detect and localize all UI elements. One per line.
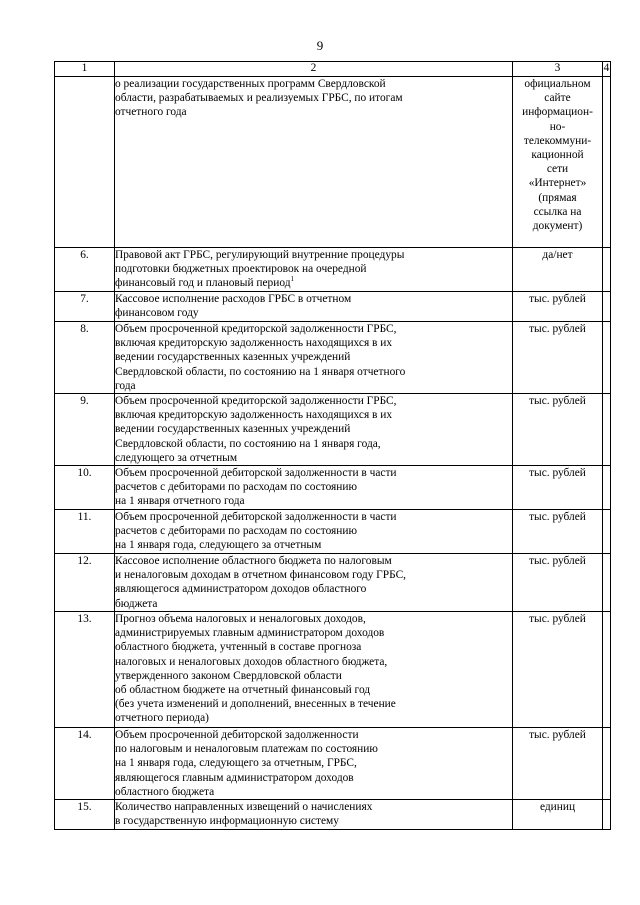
unit-line: тыс. рублей [529, 555, 586, 568]
description-line [115, 582, 512, 596]
row-description [115, 612, 513, 728]
description-text: и неналоговым доходам в отчетном финансовом году ГРБС, [115, 569, 407, 582]
description-text: подготовки бюджетных проектировок на очередной [115, 263, 367, 276]
table-row [55, 510, 611, 554]
description-text: на 1 января отчетного года [115, 495, 245, 508]
description-text: финансовый год и плановый период [115, 277, 291, 290]
unit-line: тыс. рублей [529, 293, 586, 305]
description-text: Объем просроченной кредиторской задолженности ГРБС, [115, 323, 397, 335]
description-line [115, 451, 512, 465]
description-text: Количество направленных извещений о начислениях [115, 801, 373, 814]
description-text: Кассовое исполнение расходов ГРБС в отчетном [115, 293, 352, 305]
unit-line: тыс. рублей [529, 511, 586, 524]
description-text: областного бюджета, учтенный в составе прогноза [115, 641, 362, 654]
description-text: бюджета [115, 597, 158, 610]
description-line [115, 655, 512, 669]
row-value [603, 292, 611, 322]
row-value [603, 322, 611, 394]
row-number: 7. [55, 292, 115, 322]
row-description [115, 466, 513, 510]
row-number: 8. [55, 322, 115, 394]
description-text: отчетного года [115, 106, 187, 119]
unit-line: но- [549, 120, 566, 133]
table-row [55, 248, 611, 292]
row-description [115, 394, 513, 466]
description-line [115, 728, 512, 742]
table-row [55, 292, 611, 322]
description-text: ведении государственных казенных учреждений [115, 351, 351, 364]
table-row [55, 394, 611, 466]
description-line [115, 742, 512, 756]
description-text: расчетов с дебиторами по расходам по состоянию [115, 525, 357, 538]
table-row [55, 554, 611, 612]
row-unit [513, 77, 603, 248]
description-line [115, 524, 512, 538]
description-line [115, 322, 512, 336]
row-description [115, 510, 513, 554]
column-header-value: 4 [603, 62, 611, 77]
row-unit [513, 394, 603, 466]
column-header-number: 1 [55, 62, 115, 77]
row-unit [513, 466, 603, 510]
description-line [115, 568, 512, 582]
description-text: являющегося главным администратором доходов [115, 771, 354, 784]
description-text: области, разрабатываемых и реализуемых ГРБС, по итогам [115, 92, 403, 105]
description-text: утвержденного законом Свердловской области [115, 669, 342, 682]
description-text: ведении государственных казенных учреждений [115, 423, 351, 436]
table-row [55, 77, 611, 248]
description-line [115, 437, 512, 451]
row-number: 14. [55, 728, 115, 800]
unit-line: ссылка на [533, 205, 582, 218]
unit-line: тыс. рублей [529, 395, 586, 408]
description-line [115, 91, 512, 105]
description-line [115, 480, 512, 494]
indicators-table [54, 61, 611, 830]
description-line [115, 408, 512, 422]
row-unit [513, 800, 603, 830]
description-line [115, 800, 512, 814]
description-line [115, 626, 512, 640]
row-unit [513, 292, 603, 322]
description-line [115, 669, 512, 683]
description-line [115, 711, 512, 725]
description-line [115, 785, 512, 799]
description-text: в государственную информационную систему [115, 815, 339, 828]
unit-line: информацион- [522, 106, 593, 119]
description-text: отчетного периода) [115, 712, 209, 725]
unit-line: сайте [544, 92, 571, 105]
description-text: года [115, 379, 136, 392]
row-value [603, 800, 611, 830]
row-unit [513, 322, 603, 394]
description-line [115, 306, 512, 320]
description-line [115, 554, 512, 568]
description-line [115, 276, 512, 290]
description-text: Кассовое исполнение областного бюджета по налоговым [115, 555, 392, 568]
row-unit [513, 510, 603, 554]
description-text: на 1 января года, следующего за отчетным, ГРБС, [115, 757, 357, 770]
row-value [603, 77, 611, 248]
description-line [115, 77, 512, 91]
row-number: 12. [55, 554, 115, 612]
row-description [115, 554, 513, 612]
table-body [55, 77, 611, 830]
description-line [115, 640, 512, 654]
description-line [115, 683, 512, 697]
row-value [603, 728, 611, 800]
row-number: 9. [55, 394, 115, 466]
description-line [115, 538, 512, 552]
unit-line: тыс. рублей [529, 613, 586, 626]
description-line [115, 350, 512, 364]
description-text: включая кредиторскую задолженность находящихся в их [115, 409, 393, 422]
description-line [115, 105, 512, 119]
description-line [115, 697, 512, 711]
description-text: областного бюджета [115, 785, 215, 798]
description-text: Объем просроченной дебиторской задолженности [115, 729, 359, 742]
description-text: на 1 января года, следующего за отчетным [115, 539, 322, 552]
row-number: 6. [55, 248, 115, 292]
description-line [115, 394, 512, 408]
description-text: Свердловской области, по состоянию на 1 января года, [115, 437, 381, 450]
description-text: расчетов с дебиторами по расходам по состоянию [115, 481, 357, 494]
description-text: администрируемых главным администратором доходов [115, 627, 385, 640]
unit-line: телекоммуни- [523, 134, 592, 147]
row-number [55, 77, 115, 248]
description-line [115, 379, 512, 393]
table-row [55, 612, 611, 728]
table-row [55, 322, 611, 394]
description-line [115, 814, 512, 828]
footnote-marker: 1 [290, 275, 294, 284]
description-line [115, 336, 512, 350]
row-description [115, 728, 513, 800]
page-number: 9 [316, 38, 324, 53]
row-value [603, 612, 611, 728]
unit-line: да/нет [542, 249, 573, 261]
description-line [115, 365, 512, 379]
description-line [115, 494, 512, 508]
row-unit [513, 554, 603, 612]
description-text: Правовой акт ГРБС, регулирующий внутренние процедуры [115, 249, 405, 261]
unit-line: сети [546, 163, 569, 176]
row-value [603, 248, 611, 292]
row-unit [513, 248, 603, 292]
unit-line: (прямая [538, 191, 577, 204]
row-number: 15. [55, 800, 115, 830]
unit-line: единиц [539, 801, 576, 814]
unit-line: официальном [524, 78, 591, 90]
unit-line: тыс. рублей [529, 323, 586, 335]
description-text: Объем просроченной дебиторской задолженности в части [115, 511, 397, 524]
description-text: следующего за отчетным [115, 451, 238, 464]
description-text: о реализации государственных программ Свердловской [115, 78, 386, 90]
table-row [55, 800, 611, 830]
description-line [115, 422, 512, 436]
unit-line: тыс. рублей [529, 467, 586, 480]
row-description [115, 800, 513, 830]
column-header-description: 2 [115, 62, 513, 77]
unit-line: «Интернет» [528, 177, 587, 190]
description-text: налоговых и неналоговых доходов областного бюджета, [115, 655, 388, 668]
description-text: Объем просроченной кредиторской задолженности ГРБС, [115, 395, 397, 408]
description-line [115, 292, 512, 306]
description-line [115, 510, 512, 524]
row-value [603, 554, 611, 612]
description-text: являющегося администратором доходов областного [115, 583, 367, 596]
row-number: 11. [55, 510, 115, 554]
description-line [115, 771, 512, 785]
row-description [115, 292, 513, 322]
description-line [115, 466, 512, 480]
description-line [115, 597, 512, 611]
unit-line: документ) [532, 220, 583, 233]
row-unit [513, 612, 603, 728]
table-header-row [55, 62, 611, 77]
table-row [55, 466, 611, 510]
row-value [603, 510, 611, 554]
table-row [55, 728, 611, 800]
description-text: по налоговым и неналоговым платежам по состоянию [115, 743, 378, 756]
row-value [603, 466, 611, 510]
description-text: об областном бюджете на отчетный финансовый год [115, 684, 371, 697]
description-line [115, 248, 512, 262]
row-description [115, 248, 513, 292]
row-number: 13. [55, 612, 115, 728]
row-value [603, 394, 611, 466]
unit-line: кационной [531, 149, 584, 162]
description-text: Прогноз объема налоговых и неналоговых доходов, [115, 613, 366, 626]
description-line [115, 612, 512, 626]
description-line [115, 262, 512, 276]
description-line [115, 756, 512, 770]
description-text: включая кредиторскую задолженность находящихся в их [115, 337, 393, 350]
row-number: 10. [55, 466, 115, 510]
unit-line: тыс. рублей [529, 729, 586, 742]
description-text: (без учета изменений и дополнений, внесенных в течение [115, 698, 396, 711]
description-text: Свердловской области, по состоянию на 1 января отчетного [115, 365, 406, 378]
description-text: Объем просроченной дебиторской задолженности в части [115, 467, 397, 480]
column-header-unit: 3 [513, 62, 603, 77]
description-text: финансовом году [115, 307, 199, 320]
row-description [115, 77, 513, 248]
row-description [115, 322, 513, 394]
row-unit [513, 728, 603, 800]
